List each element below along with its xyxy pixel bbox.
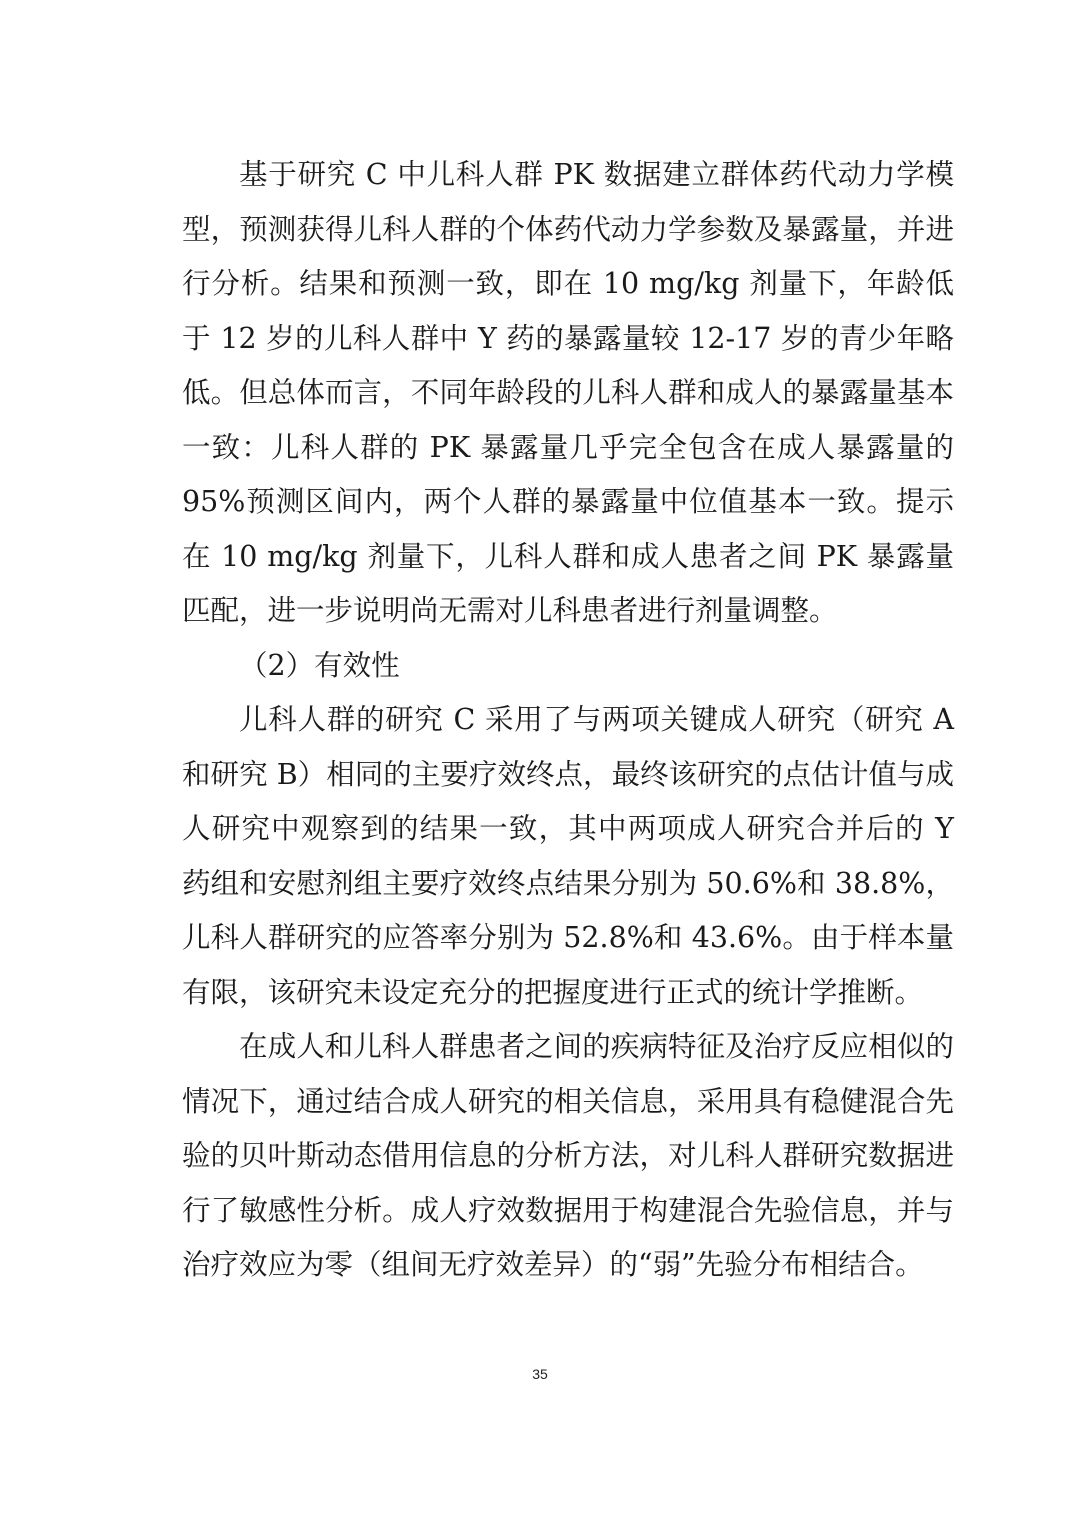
paragraph-efficacy-results: 儿科人群的研究 C 采用了与两项关键成人研究（研究 A 和研究 B）相同的主要疗效终点，最终该研究的点估计值与成人研究中观察到的结果一致，其中两项成人研究合并后的 Y 药组和安慰剂组主要疗效终点结果分别为 50.6%和 38.8%，儿科人群研究的应答率分别为 52.8%和 43.6%。由于样本量有限，该研究未设定充分的把握度进行正式的统计学推断。 xyxy=(182,703,954,1009)
paragraph-pk-analysis: 基于研究 C 中儿科人群 PK 数据建立群体药代动力学模型，预测获得儿科人群的个体药代动力学参数及暴露量，并进行分析。结果和预测一致，即在 10 mg/kg 剂量下，年龄低于 12 岁的儿科人群中 Y 药的暴露量较 12-17 岁的青少年略低。但总体而言，不同年龄段的儿科人群和成人的暴露量基本一致：儿科人群的 PK 暴露量几乎完全包含在成人暴露量的 95%预测区间内，两个人群的暴露量中位值基本一致。提示在 10 mg/kg 剂量下，儿科人群和成人患者之间 PK 暴露量匹配，进一步说明尚无需对儿科患者进行剂量调整。 xyxy=(182,158,954,627)
paragraph-sensitivity-analysis: 在成人和儿科人群患者之间的疾病特征及治疗反应相似的情况下，通过结合成人研究的相关信息，采用具有稳健混合先验的贝叶斯动态借用信息的分析方法，对儿科人群研究数据进行了敏感性分析。成人疗效数据用于构建混合先验信息，并与治疗效应为零（组间无疗效差异）的“弱”先验分布相结合。 xyxy=(182,1030,954,1281)
section-heading-efficacy: （2）有效性 xyxy=(239,648,400,682)
page-number: 35 xyxy=(532,1366,548,1382)
document-body xyxy=(182,148,954,1293)
